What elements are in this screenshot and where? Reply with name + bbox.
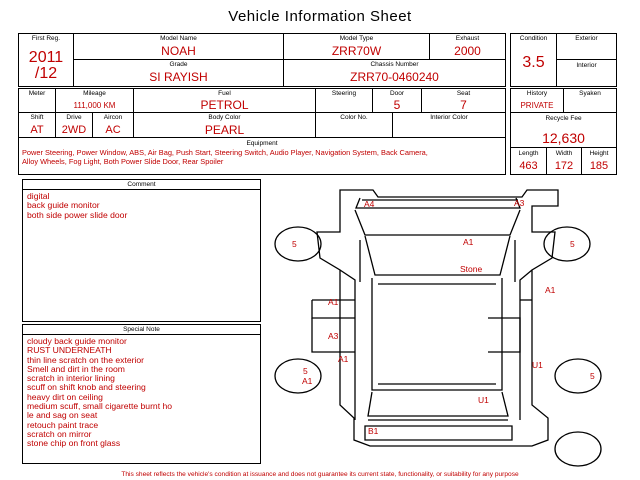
mark-stone: Stone [460,264,483,274]
chassis-number: ZRR70-0460240 [350,70,439,84]
damage-marks [292,198,595,436]
height-cell: Height 185 [581,147,617,175]
history-cell: History PRIVATE [510,88,564,113]
interior-color-cell: Interior Color [392,112,506,138]
comment-box [22,179,261,322]
mark-a1-left-lower: A1 [338,354,349,364]
exhaust: 2000 [454,44,481,58]
body-color-cell: Body Color PEARL [133,112,316,138]
mark-u1-rear: U1 [478,395,489,405]
mark-a3-left-door: A3 [328,331,339,341]
body-color: PEARL [204,123,245,137]
syaken-cell: Syaken [563,88,617,113]
door-cell: Door 5 [372,88,422,113]
door-count: 5 [393,98,401,112]
aircon: AC [105,124,121,136]
mark-a1-hood: A1 [463,237,474,247]
special-note-box [22,324,261,464]
first-reg-year: 2011 [28,49,64,66]
drive-cell: Drive 2WD [55,112,93,138]
shift-cell: Shift AT [18,112,56,138]
history: PRIVATE [520,101,554,110]
grade: SI RAYISH [149,70,208,84]
mark-a1-rear-left: A1 [302,376,313,386]
recycle-fee-cell: Recycle Fee 12,630 [510,112,617,148]
special-note-label: Special Note [123,326,160,333]
mark-a4: A4 [364,199,375,209]
mark-b1: B1 [368,426,379,436]
special-note-text: cloudy back guide monitor RUST UNDERNEATH thin line scratch on the exterior Smell and dirt in the room scratch in interior lining scuff on shift knob and steering heavy dirt on ceiling medium scuff, small cigarette burnt ho le and sag on seat retouch paint trace scratch on mirror stone chip on front glass [27,336,173,449]
mark-a1-left-fender: A1 [328,297,339,307]
model-type: ZRR70W [331,44,382,58]
length-cell: Length 463 [510,147,547,175]
wheel-front-left [275,227,321,261]
fuel: PETROL [200,98,249,112]
mark-five-rear-right: 5 [590,371,595,381]
recycle-fee: 12,630 [542,130,585,146]
first-reg-cell: First Reg. 2011 /12 [18,33,74,87]
exterior-cell: Exterior [556,33,617,60]
comment-text: digital back guide monitor both side power slide door [27,191,128,220]
model-name-cell: Model Name NOAH [73,33,284,60]
aircon-cell: Aircon AC [92,112,134,138]
page-title: Vehicle Information Sheet [228,8,412,25]
shift: AT [30,124,44,136]
car-outline [275,190,601,466]
equipment-cell: Equipment Power Steering, Power Window, ABS, Air Bag, Push Start, Steering Switch, Audio Player, Navigation System, Back Camera, Alloy Wheels, Fog Light, Both Power Slide Door, Rear Spoiler [18,137,506,175]
mark-a3-top: A3 [514,198,525,208]
mark-five-left: 5 [292,239,297,249]
fuel-cell: Fuel PETROL [133,88,316,113]
mark-a1-right: A1 [545,285,556,295]
condition-grade: 3.5 [522,54,545,71]
mark-five-right: 5 [570,239,575,249]
grade-cell: Grade SI RAYISH [73,59,284,87]
drive: 2WD [61,124,87,136]
condition-cell: Condition 3.5 [510,33,557,87]
mark-five-rear-left: 5 [303,366,308,376]
model-name: NOAH [161,44,196,58]
mileage-cell: Mileage 111,000 KM [55,88,134,113]
meter-cell: Meter [18,88,56,113]
mileage: 111,000 KM [73,101,116,110]
comment-label: Comment [127,181,156,188]
mark-u1-right: U1 [532,360,543,370]
interior-cell: Interior [556,59,617,87]
first-reg-month: /12 [34,65,58,82]
equipment-text: Power Steering, Power Window, ABS, Air Bag, Push Start, Steering Switch, Audio Player, Navigation System, Back Camera, Alloy Wheels, Fog Light, Both Power Slide Door, Rear Spoiler [22,148,428,166]
width: 172 [554,160,574,172]
width-cell: Width 172 [546,147,582,175]
chassis-cell: Chassis Number ZRR70-0460240 [283,59,506,87]
disclaimer-footer: This sheet reflects the vehicle's condition at issuance and does not guarantee its current state, functionality, or suitability for any purpose [121,471,519,478]
wheel-rear-right [555,359,601,393]
color-no-cell: Color No. [315,112,393,138]
model-type-cell: Model Type ZRR70W [283,33,430,60]
seat-count: 7 [460,98,467,112]
seat-cell: Seat 7 [421,88,506,113]
spare-wheel [555,432,601,466]
wheel-rear-left [275,359,321,393]
steering-cell: Steering [315,88,373,113]
wheel-front-right [544,227,590,261]
height: 185 [589,160,609,172]
length: 463 [519,160,538,172]
exhaust-cell: Exhaust 2000 [429,33,506,60]
